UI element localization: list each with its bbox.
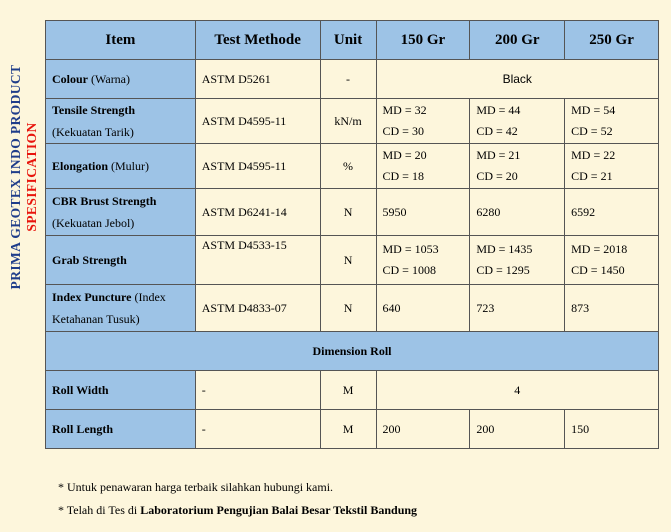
side-title-line1: PRIMA GEOTEX INDO PRODUCT <box>8 64 23 290</box>
item-tensile: Tensile Strength (Kekuatan Tarik) <box>46 99 196 144</box>
unit-elongation: % <box>320 144 376 189</box>
header-row <box>46 21 659 60</box>
item-colour: Colour (Warna) <box>46 60 196 99</box>
unit-cbr: N <box>320 189 376 236</box>
unit-puncture: N <box>320 285 376 332</box>
unit-roll-length: M <box>320 410 376 449</box>
table-row-elongation <box>46 144 659 189</box>
value-tensile-250: MD = 54 CD = 52 <box>565 99 659 144</box>
table-row-roll-length <box>46 410 659 449</box>
item-grab: Grab Strength <box>46 236 196 285</box>
method-roll-width: - <box>195 371 320 410</box>
value-roll-length-150: 200 <box>376 410 470 449</box>
header-unit: Unit <box>320 21 376 60</box>
footnote-pricing: * Untuk penawaran harga terbaik silahkan hubungi kami. <box>58 480 334 494</box>
unit-grab: N <box>320 236 376 285</box>
value-cbr-150: 5950 <box>376 189 470 236</box>
value-puncture-250: 873 <box>565 285 659 332</box>
table-row-puncture <box>46 285 659 332</box>
unit-tensile: kN/m <box>320 99 376 144</box>
table-row-roll-width <box>46 371 659 410</box>
value-puncture-200: 723 <box>470 285 565 332</box>
method-cbr: ASTM D6241-14 <box>195 189 320 236</box>
value-elongation-250: MD = 22 CD = 21 <box>565 144 659 189</box>
value-elongation-150: MD = 20 CD = 18 <box>376 144 470 189</box>
value-roll-length-250: 150 <box>565 410 659 449</box>
value-grab-150: MD = 1053 CD = 1008 <box>376 236 470 285</box>
item-puncture: Index Puncture (Index Ketahanan Tusuk) <box>46 285 196 332</box>
dimension-roll-heading: Dimension Roll <box>46 332 659 371</box>
method-grab: ASTM D4533-15 <box>195 236 320 285</box>
value-colour: Black <box>376 60 658 99</box>
table-row-grab <box>46 236 659 285</box>
header-test-method: Test Methode <box>195 21 320 60</box>
header-250gr: 250 Gr <box>565 21 659 60</box>
specification-table <box>45 20 659 449</box>
side-title <box>8 52 44 302</box>
method-colour: ASTM D5261 <box>195 60 320 99</box>
unit-colour: - <box>320 60 376 99</box>
value-tensile-200: MD = 44 CD = 42 <box>470 99 565 144</box>
header-200gr: 200 Gr <box>470 21 565 60</box>
value-cbr-250: 6592 <box>565 189 659 236</box>
table-row-tensile <box>46 99 659 144</box>
item-cbr: CBR Brust Strength (Kekuatan Jebol) <box>46 189 196 236</box>
header-150gr: 150 Gr <box>376 21 470 60</box>
table-row-colour <box>46 60 659 99</box>
table-row-cbr <box>46 189 659 236</box>
table-row-dimension <box>46 332 659 371</box>
value-roll-length-200: 200 <box>470 410 565 449</box>
value-cbr-200: 6280 <box>470 189 565 236</box>
side-title-line2: SPESIFICATION <box>24 122 39 232</box>
method-tensile: ASTM D4595-11 <box>195 99 320 144</box>
footnotes <box>58 476 417 522</box>
header-item: Item <box>46 21 196 60</box>
value-grab-250: MD = 2018 CD = 1450 <box>565 236 659 285</box>
unit-roll-width: M <box>320 371 376 410</box>
value-tensile-150: MD = 32 CD = 30 <box>376 99 470 144</box>
method-elongation: ASTM D4595-11 <box>195 144 320 189</box>
value-elongation-200: MD = 21 CD = 20 <box>470 144 565 189</box>
value-roll-width: 4 <box>376 371 658 410</box>
value-grab-200: MD = 1435 CD = 1295 <box>470 236 565 285</box>
value-puncture-150: 640 <box>376 285 470 332</box>
item-roll-width: Roll Width <box>46 371 196 410</box>
item-roll-length: Roll Length <box>46 410 196 449</box>
footnote-tested: * Telah di Tes di Laboratorium Pengujian Balai Besar Tekstil Bandung <box>58 503 418 517</box>
item-elongation: Elongation (Mulur) <box>46 144 196 189</box>
method-puncture: ASTM D4833-07 <box>195 285 320 332</box>
method-roll-length: - <box>195 410 320 449</box>
